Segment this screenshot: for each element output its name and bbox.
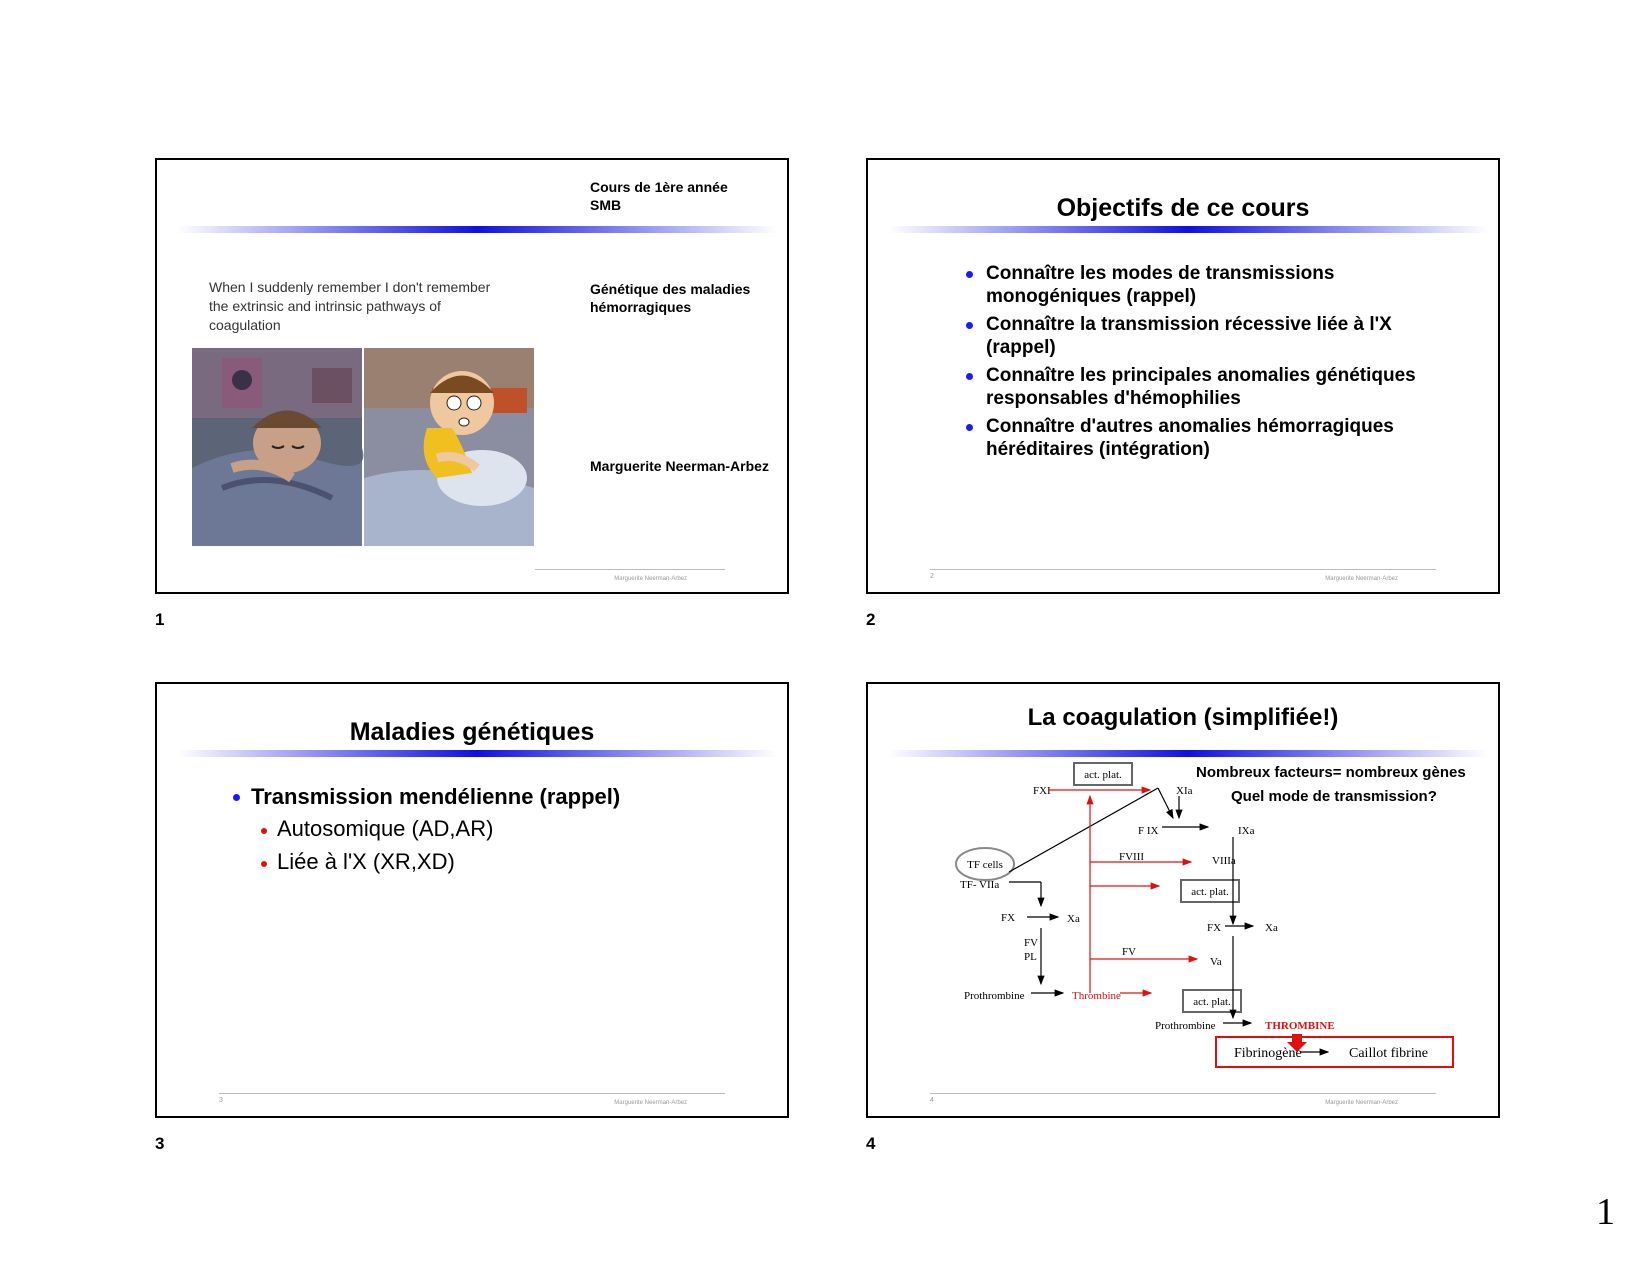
title-underline (177, 226, 777, 233)
footer-author: Marguerite Neerman-Arbez (614, 1100, 687, 1106)
meme-caption: When I suddenly remember I don't remember the extrinsic and intrinsic pathways of coagulation (209, 279, 491, 333)
list-item: Connaître les modes de transmissions monogéniques (rappel) (964, 262, 1434, 308)
footer-line (219, 1093, 725, 1094)
act-plat-label: act. plat. (1191, 886, 1229, 898)
va-label: Va (1210, 956, 1222, 968)
slide-number-2: 2 (866, 610, 876, 629)
prothrombine-label-2: Prothrombine (1155, 1020, 1216, 1032)
slide-title: Maladies génétiques (349, 718, 595, 746)
viiia-label: VIIIa (1212, 855, 1236, 867)
xa-label-2: Xa (1265, 922, 1278, 934)
xa-label-1: Xa (1067, 913, 1080, 925)
title-underline (177, 750, 777, 757)
footer-number: 4 (930, 1097, 934, 1104)
page-number: 1 (1596, 1191, 1615, 1233)
note-genes: Nombreux facteurs= nombreux gènes (1196, 764, 1466, 781)
fx-label-1: FX (1001, 912, 1016, 924)
fx-label-2: FX (1207, 922, 1222, 934)
slide-number-4: 4 (866, 1134, 876, 1153)
list-item: Connaître la transmission récessive liée à l'X (rappel) (964, 313, 1434, 359)
slide-2 (866, 158, 1500, 594)
topic-title: Génétique des maladies hémorragiques (590, 281, 751, 315)
coagulation-diagram (868, 684, 1500, 1118)
sub-bullet: Liée à l'X (XR,XD) (261, 849, 455, 875)
footer-line (930, 1093, 1436, 1094)
list-item: Connaître les principales anomalies génétiques responsables d'hémophilies (964, 364, 1434, 410)
sub-bullet: Autosomique (AD,AR) (261, 816, 493, 842)
fix-label: F IX (1138, 825, 1159, 837)
footer-author: Marguerite Neerman-Arbez (614, 576, 687, 582)
thrombine-caps-label: THROMBINE (1265, 1020, 1335, 1032)
slide-number-1: 1 (155, 610, 165, 629)
tf-cells-label: TF cells (967, 859, 1003, 871)
title-underline (888, 226, 1488, 233)
prothrombine-label-1: Prothrombine (964, 990, 1025, 1002)
act-plat-label: act. plat. (1084, 769, 1122, 781)
fv-label-2: FV (1122, 946, 1137, 958)
slide-title: La coagulation (simplifiée!) (1027, 704, 1339, 731)
fv-label-1: FV (1024, 937, 1039, 949)
note-transmission: Quel mode de transmission? (1231, 788, 1437, 805)
list-item: Connaître d'autres anomalies hémorragiques héréditaires (intégration) (964, 415, 1434, 461)
footer-line (930, 569, 1436, 570)
footer-author: Marguerite Neerman-Arbez (1325, 576, 1398, 582)
slide-4 (866, 682, 1500, 1118)
act-plat-label: act. plat. (1193, 996, 1231, 1008)
footer-author: Marguerite Neerman-Arbez (1325, 1100, 1398, 1106)
xia-label: XIa (1176, 785, 1193, 797)
slide-number-3: 3 (155, 1134, 165, 1153)
ixa-label: IXa (1238, 825, 1255, 837)
fxi-label: FXI (1033, 785, 1051, 797)
footer-number: 3 (219, 1097, 223, 1104)
thrombine-label: Thrombine (1072, 990, 1121, 1002)
footer-line (535, 569, 725, 570)
objectives-list (964, 262, 1434, 461)
meme-image (192, 348, 534, 546)
footer-number: 2 (930, 573, 934, 580)
slide-3 (155, 682, 789, 1118)
fviii-label: FVIII (1119, 851, 1145, 863)
caillot-label: Caillot fibrine (1349, 1046, 1428, 1061)
author: Marguerite Neerman-Arbez (590, 458, 769, 474)
course-title: Cours de 1ère année SMB (590, 179, 728, 213)
slide-title: Objectifs de ce cours (1056, 194, 1310, 222)
pl-label: PL (1024, 951, 1037, 963)
fibrinogene-label: Fibrinogène (1234, 1046, 1302, 1061)
tf-viia-label: TF- VIIa (960, 879, 1000, 891)
main-bullet: Transmission mendélienne (rappel) (233, 784, 620, 810)
slide-1 (155, 158, 789, 594)
